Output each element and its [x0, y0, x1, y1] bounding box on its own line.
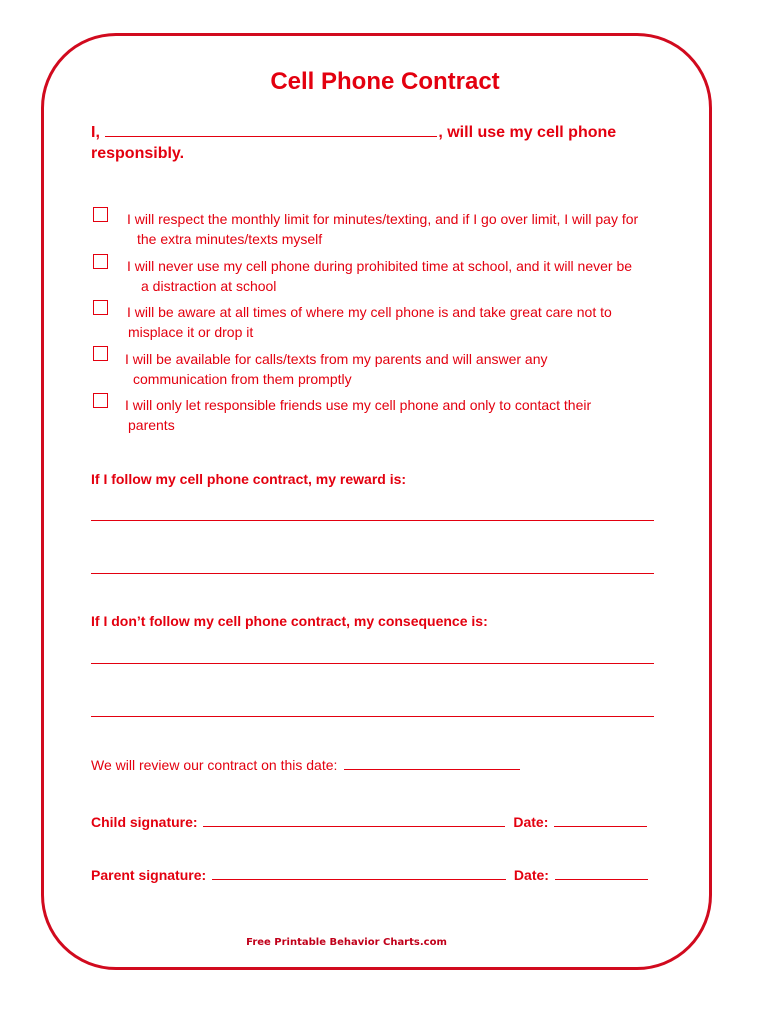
checklist-item-4 [125, 349, 548, 389]
child-signature-field[interactable] [203, 813, 505, 827]
consequence-line-2[interactable] [91, 716, 654, 717]
intro-line2: responsibly. [91, 145, 185, 162]
checkbox-item-2[interactable] [93, 254, 108, 269]
checklist-item-5-line2: parents [128, 417, 175, 433]
checklist-item-5 [125, 395, 591, 435]
checklist-item-3-line2: misplace it or drop it [128, 324, 254, 340]
intro-prefix: I, [91, 124, 100, 141]
reward-heading: If I follow my cell phone contract, my reward is: [91, 471, 407, 487]
consequence-line-1[interactable] [91, 663, 654, 664]
child-date-label: Date: [513, 814, 549, 830]
intro-suffix: , will use my cell phone [438, 124, 617, 141]
checklist-item-2-line2: a distraction at school [141, 278, 277, 294]
checklist-item-2-line1: I will never use my cell phone during prohibited time at school, and it will never be [127, 258, 633, 274]
parent-signature-label: Parent signature: [91, 867, 207, 883]
review-date-field[interactable] [344, 756, 520, 770]
checklist-item-1-line2: the extra minutes/texts myself [137, 231, 323, 247]
page-title: Cell Phone Contract [270, 68, 500, 95]
checkbox-item-5[interactable] [93, 393, 108, 408]
checklist-item-3-line1: I will be aware at all times of where my cell phone is and take great care not to [127, 304, 612, 320]
parent-signature-row [91, 866, 648, 883]
reward-line-1[interactable] [91, 520, 654, 521]
reward-line-2[interactable] [91, 573, 654, 574]
checklist-item-1 [127, 209, 638, 249]
checklist-item-3 [127, 302, 612, 342]
intro-statement [91, 122, 691, 164]
footer-credit: Free Printable Behavior Charts.com [246, 937, 447, 948]
checkbox-item-1[interactable] [93, 207, 108, 222]
name-blank-field[interactable] [105, 122, 437, 137]
checklist-item-1-line1: I will respect the monthly limit for minutes/texting, and if I go over limit, I will pay for [127, 211, 639, 227]
parent-date-field[interactable] [555, 866, 648, 880]
review-date-row [91, 756, 520, 773]
checklist-item-2 [127, 256, 632, 296]
checkbox-item-3[interactable] [93, 300, 108, 315]
parent-date-label: Date: [513, 867, 549, 883]
consequence-heading: If I don’t follow my cell phone contract, my consequence is: [91, 613, 488, 629]
parent-signature-field[interactable] [212, 866, 506, 880]
checklist-item-5-line1: I will only let responsible friends use my cell phone and only to contact their [125, 397, 592, 413]
checklist-item-4-line1: I will be available for calls/texts from my parents and will answer any [125, 351, 548, 367]
checkbox-item-4[interactable] [93, 346, 108, 361]
child-signature-row [91, 813, 647, 830]
review-date-label: We will review our contract on this date: [91, 757, 338, 773]
child-signature-label: Child signature: [91, 814, 198, 830]
child-date-field[interactable] [554, 813, 647, 827]
checklist-item-4-line2: communication from them promptly [133, 371, 352, 387]
